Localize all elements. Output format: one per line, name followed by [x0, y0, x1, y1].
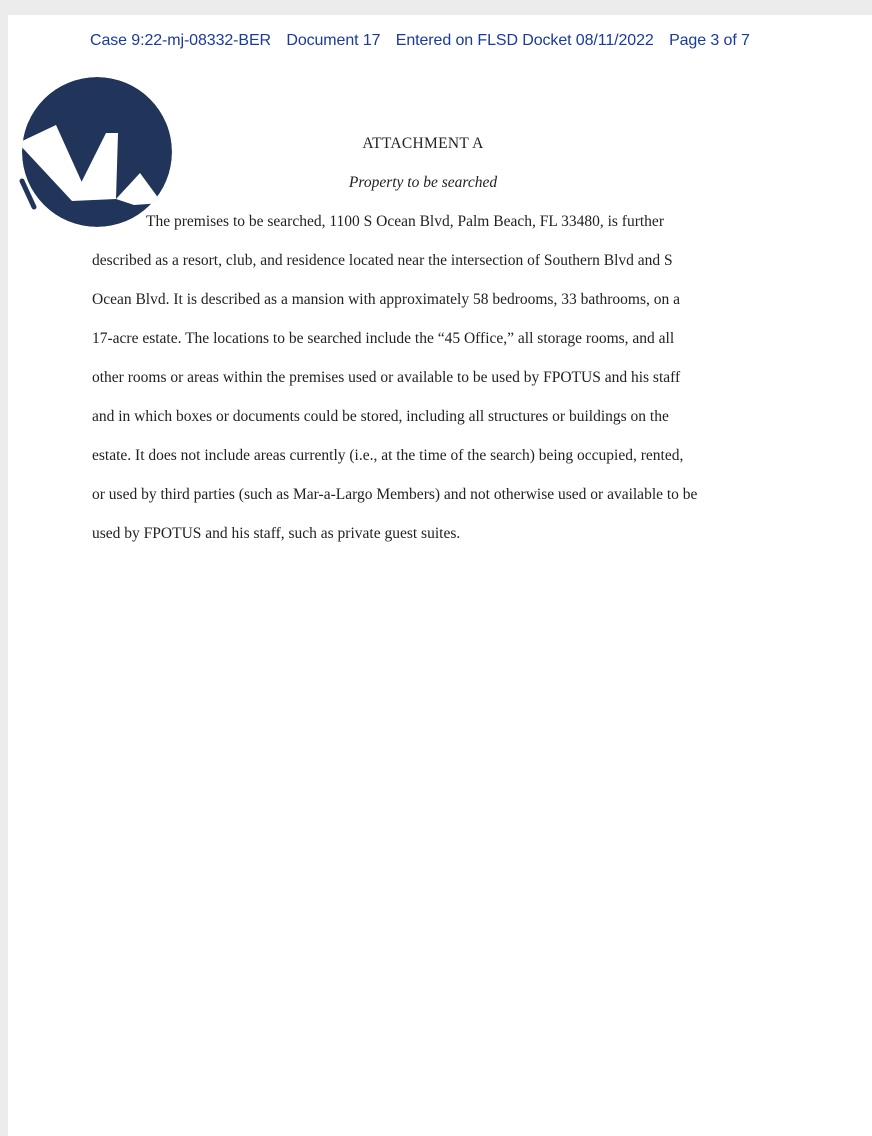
body-line-1: The premises to be searched, 1100 S Ocean Blvd, Palm Beach, FL 33480, is further [146, 213, 664, 230]
document-number: Document 17 [286, 32, 381, 49]
body-line-8: or used by third parties (such as Mar-a-Largo Members) and not otherwise used or available to be [92, 486, 698, 503]
body-line-2: described as a resort, club, and residence located near the intersection of Southern Blvd and S [92, 252, 673, 269]
body-line-4: 17-acre estate. The locations to be searched include the “45 Office,” all storage rooms, and all [92, 330, 675, 347]
attachment-subtitle: Property to be searched [348, 174, 498, 191]
body-line-3: Ocean Blvd. It is described as a mansion with approximately 58 bedrooms, 33 bathrooms, on a [92, 291, 681, 308]
case-number: Case 9:22-mj-08332-BER [90, 32, 271, 49]
body-line-9: used by FPOTUS and his staff, such as private guest suites. [92, 525, 461, 542]
page-number: Page 3 of 7 [669, 32, 750, 49]
body-line-5: other rooms or areas within the premises used or available to be used by FPOTUS and his staff [92, 369, 681, 386]
docket-header [90, 32, 761, 50]
body-line-6: and in which boxes or documents could be stored, including all structures or buildings on the [92, 408, 669, 425]
document-page [8, 15, 872, 1136]
body-line-7: estate. It does not include areas currently (i.e., at the time of the search) being occupied, rented, [92, 447, 684, 464]
attachment-title: ATTACHMENT A [362, 135, 484, 152]
docket-entry-date: Entered on FLSD Docket 08/11/2022 [395, 32, 654, 49]
